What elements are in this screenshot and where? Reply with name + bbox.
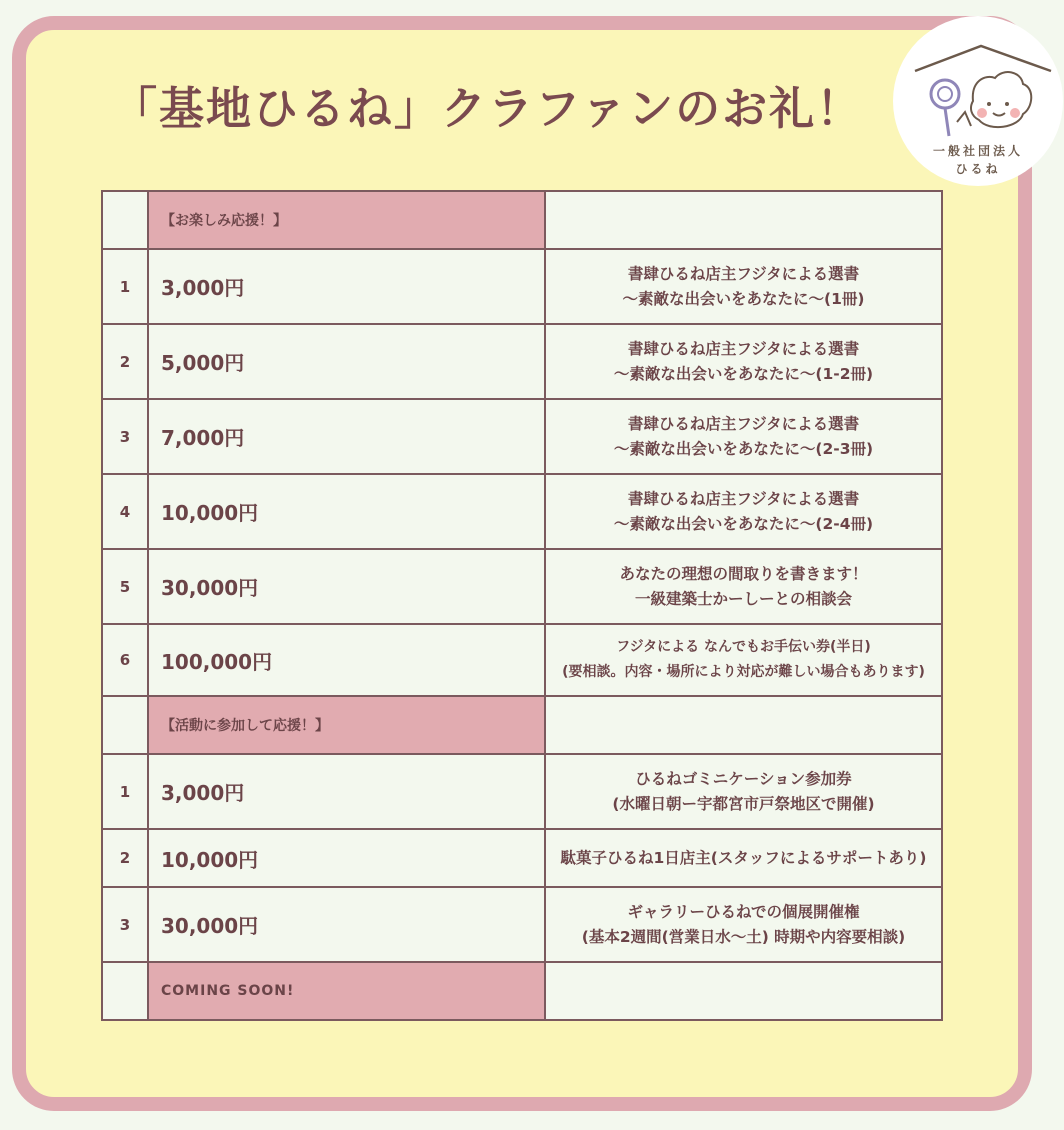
table-row bbox=[102, 829, 942, 887]
section-heading: 【活動に参加して応援！】 bbox=[148, 696, 545, 754]
row-description: 書肆ひるね店主フジタによる選書 〜素敵な出会いをあなたに〜(1冊) bbox=[545, 249, 942, 324]
table-row bbox=[102, 754, 942, 829]
row-description: ひるねゴミニケーション参加券 (水曜日朝ー宇都宮市戸祭地区で開催) bbox=[545, 754, 942, 829]
row-price: 100,000円 bbox=[148, 624, 545, 696]
row-description: 書肆ひるね店主フジタによる選書 〜素敵な出会いをあなたに〜(1-2冊) bbox=[545, 324, 942, 399]
row-price: 7,000円 bbox=[148, 399, 545, 474]
coming-soon-label: COMING SOON! bbox=[148, 962, 545, 1020]
section-header-row bbox=[102, 962, 942, 1020]
section-heading: 【お楽しみ応援！】 bbox=[148, 191, 545, 249]
table-row bbox=[102, 324, 942, 399]
row-price: 30,000円 bbox=[148, 887, 545, 962]
row-number: 3 bbox=[102, 399, 148, 474]
logo-text-name: ひるね bbox=[955, 162, 1001, 176]
row-price: 3,000円 bbox=[148, 754, 545, 829]
table-row bbox=[102, 474, 942, 549]
table-row bbox=[102, 549, 942, 624]
row-description: 書肆ひるね店主フジタによる選書 〜素敵な出会いをあなたに〜(2-3冊) bbox=[545, 399, 942, 474]
row-number: 5 bbox=[102, 549, 148, 624]
table-row bbox=[102, 399, 942, 474]
row-number: 6 bbox=[102, 624, 148, 696]
row-description: フジタによる なんでもお手伝い券(半日) (要相談。内容・場所により対応が難しい場合もあります) bbox=[545, 624, 942, 696]
row-price: 10,000円 bbox=[148, 829, 545, 887]
row-price: 10,000円 bbox=[148, 474, 545, 549]
row-number: 1 bbox=[102, 754, 148, 829]
row-number: 3 bbox=[102, 887, 148, 962]
table-row bbox=[102, 624, 942, 696]
hirune-logo bbox=[893, 16, 1063, 186]
row-description: 駄菓子ひるね1日店主(スタッフによるサポートあり) bbox=[545, 829, 942, 887]
table-row bbox=[102, 887, 942, 962]
row-number: 4 bbox=[102, 474, 148, 549]
row-price: 30,000円 bbox=[148, 549, 545, 624]
row-description: 書肆ひるね店主フジタによる選書 〜素敵な出会いをあなたに〜(2-4冊) bbox=[545, 474, 942, 549]
row-price: 5,000円 bbox=[148, 324, 545, 399]
rewards-table bbox=[101, 190, 943, 1021]
page-title: 「基地ひるね」クラファンのお礼！ bbox=[112, 82, 864, 135]
logo-text-org: 一般社団法人 bbox=[932, 144, 1023, 158]
row-number: 1 bbox=[102, 249, 148, 324]
row-number: 2 bbox=[102, 324, 148, 399]
row-number: 2 bbox=[102, 829, 148, 887]
table-row bbox=[102, 249, 942, 324]
row-description: ギャラリーひるねでの個展開催権 (基本2週間(営業日水〜土) 時期や内容要相談) bbox=[545, 887, 942, 962]
row-price: 3,000円 bbox=[148, 249, 545, 324]
section-header-row bbox=[102, 191, 942, 249]
row-description: あなたの理想の間取りを書きます！ 一級建築士かーしーとの相談会 bbox=[545, 549, 942, 624]
section-header-row bbox=[102, 696, 942, 754]
